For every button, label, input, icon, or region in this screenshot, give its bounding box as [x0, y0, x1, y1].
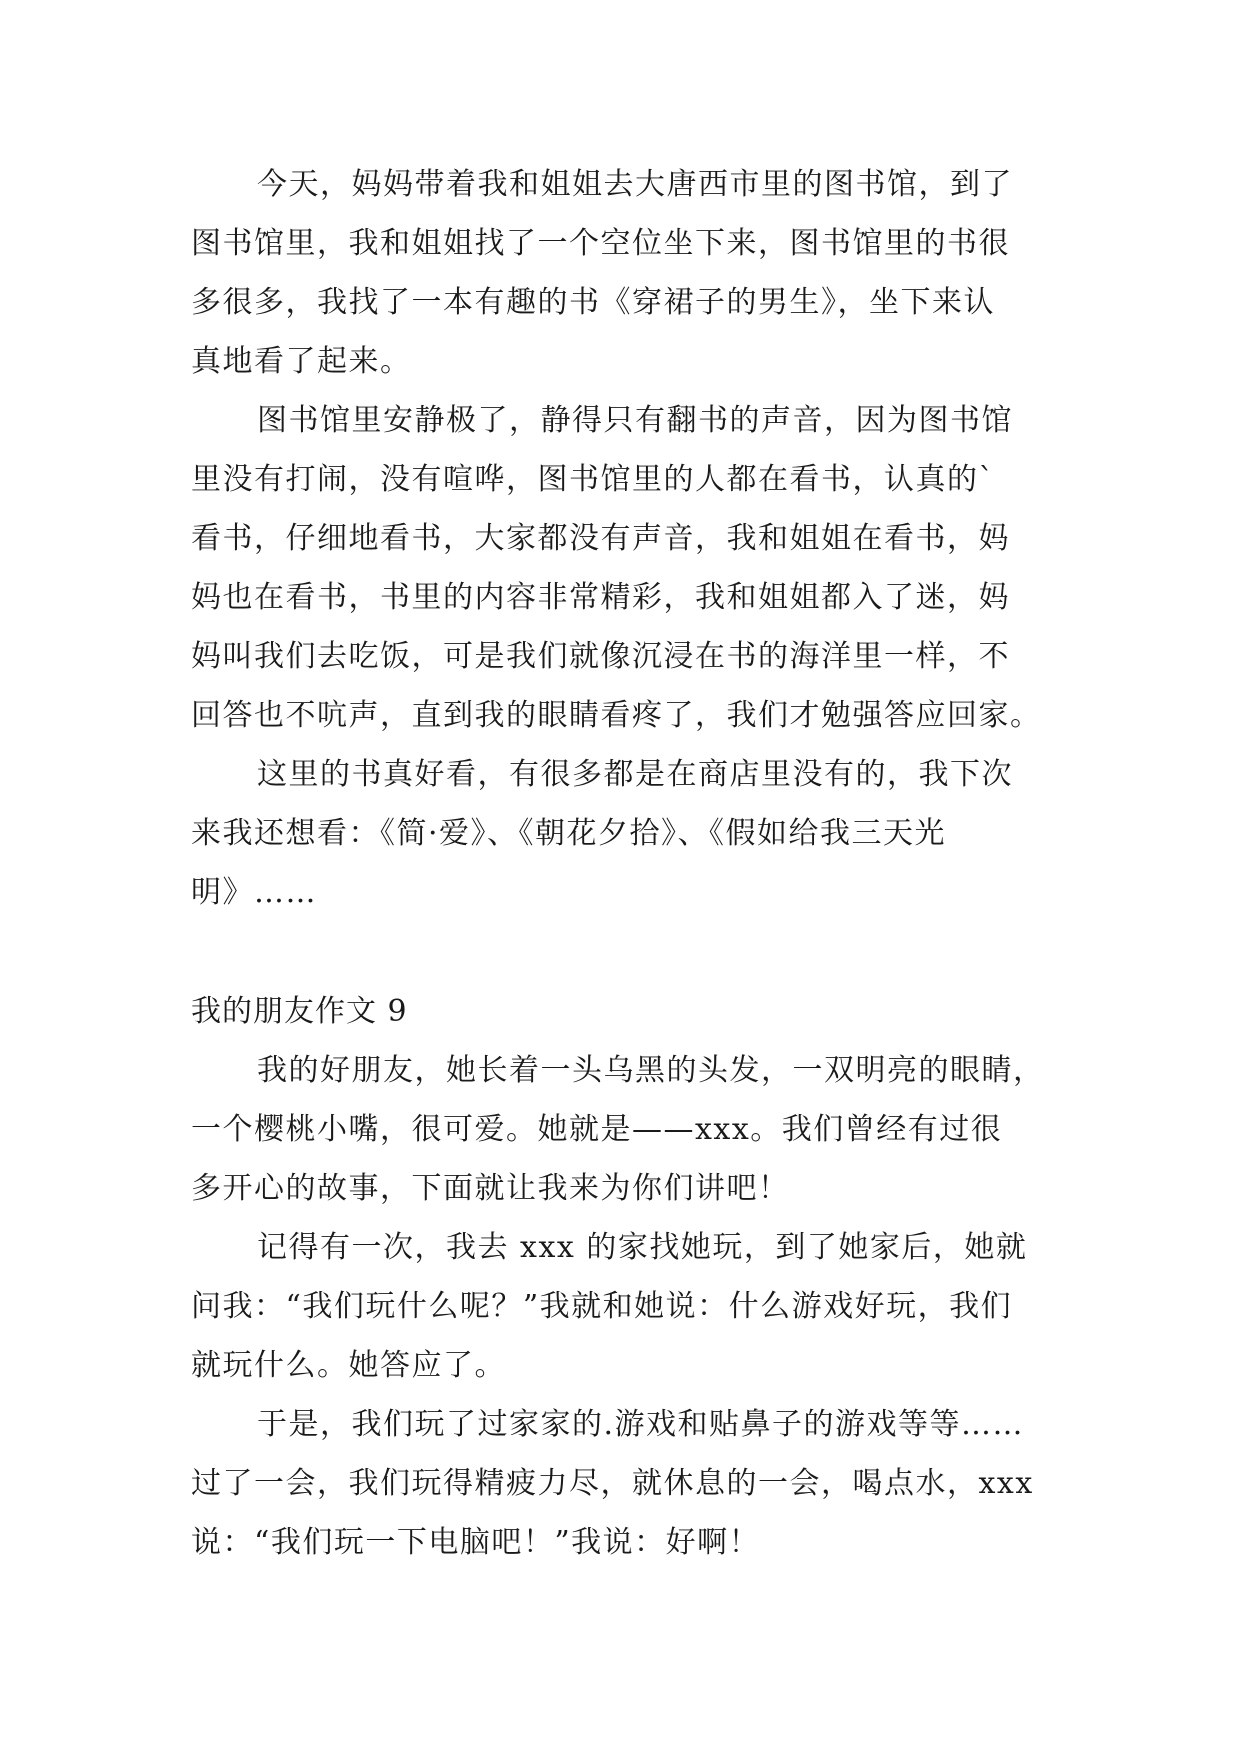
text-line: 说：“我们玩一下电脑吧！”我说：好啊！: [191, 1525, 761, 1560]
text-line: 明》……: [191, 875, 317, 910]
text-line: 一个樱桃小嘴，很可爱。她就是——xxx。我们曾经有过很: [191, 1112, 1003, 1147]
paragraph: [191, 1395, 1051, 1572]
text-line: 过了一会，我们玩得精疲力尽，就休息的一会，喝点水，xxx: [191, 1466, 1034, 1501]
text-line: 妈也在看书，书里的内容非常精彩，我和姐姐都入了迷，妈: [191, 580, 1010, 615]
section-heading: 我的朋友作文 9: [191, 994, 408, 1029]
text-line: 里没有打闹，没有喧哗，图书馆里的人都在看书，认真的`: [191, 462, 995, 497]
text-line: 图书馆里，我和姐姐找了一个空位坐下来，图书馆里的书很: [191, 226, 1010, 261]
text-line: 来我还想看：《简·爱》、《朝花夕拾》、《假如给我三天光: [191, 816, 947, 851]
paragraph: [191, 1218, 1051, 1395]
text-line: 多很多，我找了一本有趣的书《穿裙子的男生》，坐下来认: [191, 285, 995, 320]
text-line: 真地看了起来。: [191, 344, 412, 379]
document-body: [191, 155, 1051, 1572]
section-spacer: [191, 922, 1051, 982]
text-line: 妈叫我们去吃饭，可是我们就像沉浸在书的海洋里一样，不: [191, 639, 1010, 674]
text-line: 就玩什么。她答应了。: [191, 1348, 506, 1383]
paragraph: [191, 391, 1051, 745]
text-line: 回答也不吭声，直到我的眼睛看疼了，我们才勉强答应回家。: [191, 698, 1042, 733]
paragraph: [191, 745, 1051, 922]
text-line: 看书，仔细地看书，大家都没有声音，我和姐姐在看书，妈: [191, 521, 1010, 556]
text-line: 多开心的故事，下面就让我来为你们讲吧！: [191, 1171, 790, 1206]
paragraph: [191, 155, 1051, 391]
text-line: 这里的书真好看，有很多都是在商店里没有的，我下次: [257, 757, 1013, 792]
text-line: 于是，我们玩了过家家的.游戏和贴鼻子的游戏等等……: [257, 1407, 1025, 1442]
text-line: 问我：“我们玩什么呢？”我就和她说：什么游戏好玩，我们: [191, 1289, 1013, 1324]
text-line: 我的好朋友，她长着一头乌黑的头发，一双明亮的眼睛，: [257, 1053, 1045, 1088]
text-line: 今天，妈妈带着我和姐姐去大唐西市里的图书馆，到了: [257, 167, 1013, 202]
text-line: 记得有一次，我去 xxx 的家找她玩，到了她家后，她就: [257, 1230, 1028, 1265]
text-line: 图书馆里安静极了，静得只有翻书的声音，因为图书馆: [257, 403, 1013, 438]
paragraph: [191, 1041, 1051, 1218]
